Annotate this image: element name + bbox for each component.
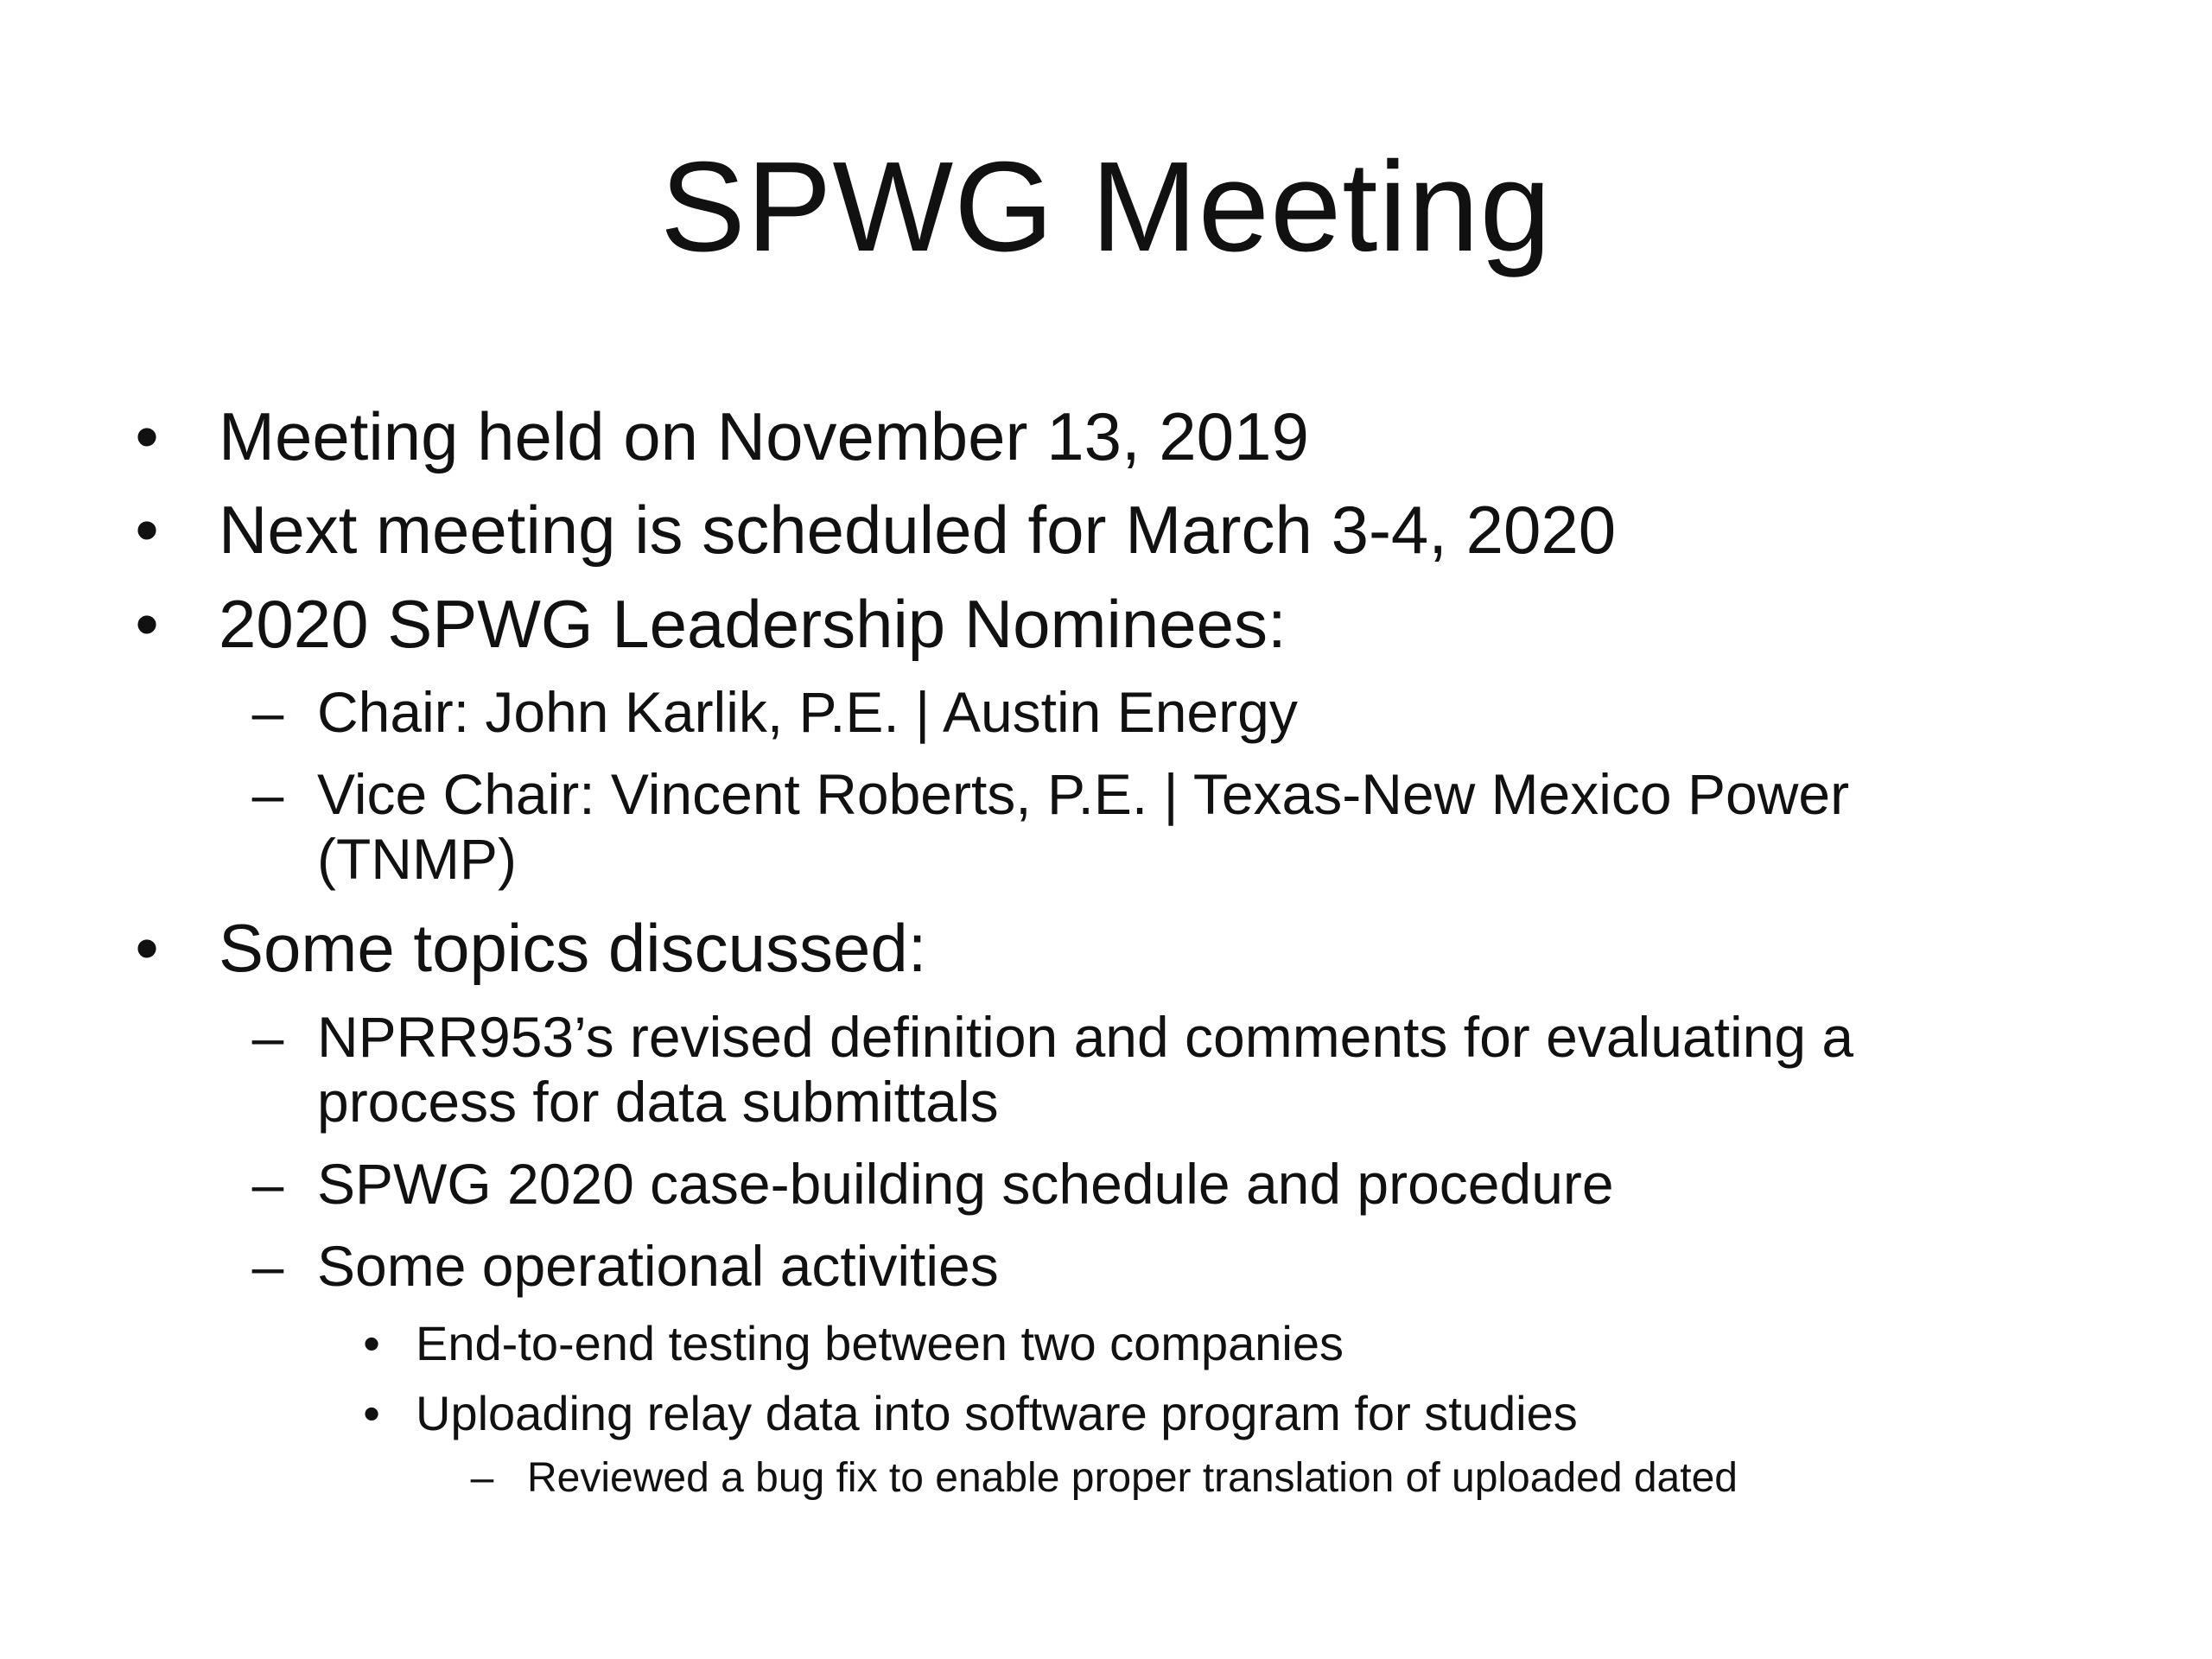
bullet-marker: • — [363, 1386, 380, 1440]
bullet-marker: • — [135, 586, 159, 662]
dash-marker: – — [470, 1455, 494, 1501]
bullet-leadership-nominees: 2020 SPWG Leadership Nominees: — [219, 586, 1287, 662]
sub-bullet-nprr953-line2: process for data submittals — [317, 1070, 999, 1134]
bullet-topics-discussed: Some topics discussed: — [219, 910, 927, 986]
sub-bullet-nprr953-line1: NPRR953’s revised definition and comments for evaluating a — [317, 1005, 1854, 1069]
dash-marker: – — [251, 1005, 284, 1069]
sub-bullet-operational-activities: Some operational activities — [317, 1234, 999, 1298]
dash-marker: – — [251, 762, 284, 826]
sub-sub-bullet-end-to-end: End-to-end testing between two companies — [416, 1316, 1344, 1370]
bullet-meeting-held: Meeting held on November 13, 2019 — [219, 398, 1309, 474]
bullet-marker: • — [135, 910, 159, 986]
sub-sub-bullet-uploading-relay: Uploading relay data into software program for studies — [416, 1386, 1578, 1440]
bullet-marker: • — [135, 398, 159, 474]
sub-bullet-chair: Chair: John Karlik, P.E. | Austin Energy — [317, 680, 1298, 744]
dash-marker: – — [251, 680, 284, 744]
sub-bullet-vice-chair-line2: (TNMP) — [317, 827, 517, 891]
dash-marker: – — [251, 1234, 284, 1298]
bullet-marker: • — [135, 492, 159, 568]
sub-bullet-case-building: SPWG 2020 case-building schedule and procedure — [317, 1152, 1614, 1216]
level4-bullet-bug-fix: Reviewed a bug fix to enable proper translation of uploaded dated — [527, 1455, 1738, 1501]
sub-bullet-vice-chair-line1: Vice Chair: Vincent Roberts, P.E. | Texas-New Mexico Power — [317, 762, 1850, 826]
bullet-next-meeting: Next meeting is scheduled for March 3-4, 2020 — [219, 492, 1617, 568]
bullet-marker: • — [363, 1316, 380, 1370]
slide-title: SPWG Meeting — [660, 136, 1552, 278]
dash-marker: – — [251, 1152, 284, 1216]
